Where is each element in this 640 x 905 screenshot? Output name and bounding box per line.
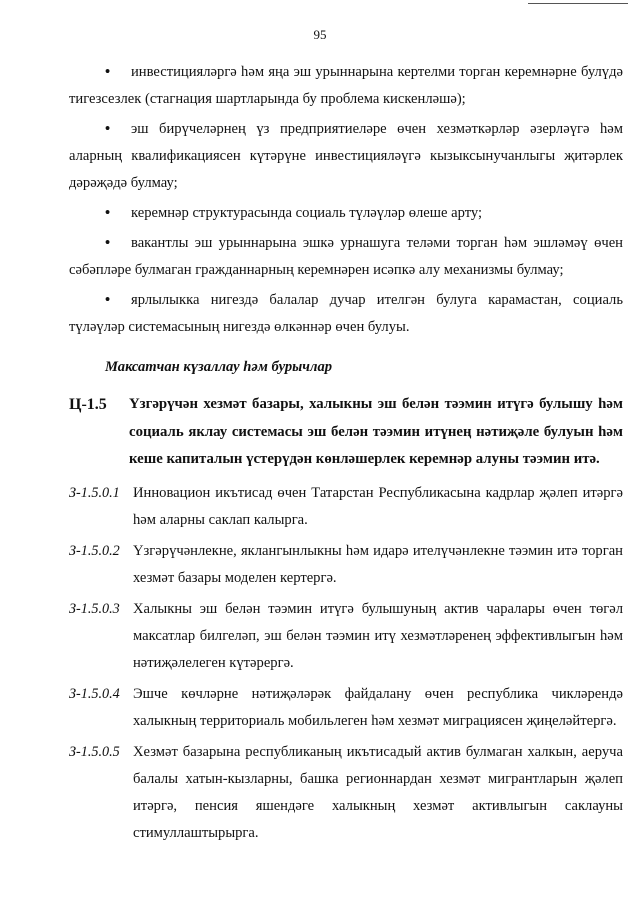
- task-item: [69, 681, 623, 735]
- task-text: Эшче көчләрне нәтиҗәләрәк файдалану өчен республика чикләрендә халыкның территориаль мобильлеген һәм хезмәт миграциясен җиңеләйтергә.: [133, 685, 623, 729]
- bullet-icon: •: [105, 205, 111, 221]
- document-body: [69, 59, 623, 851]
- task-item: [69, 538, 623, 592]
- bullet-icon: •: [105, 64, 111, 80]
- goal-code: Ц-1.5: [69, 396, 107, 413]
- task-item: [69, 480, 623, 534]
- bullet-item: [69, 59, 623, 113]
- bullet-item: [69, 230, 623, 284]
- page-number: 95: [313, 27, 327, 42]
- bullet-text: керемнәр структурасында социаль түләүләр өлеше арту;: [131, 205, 483, 221]
- section-heading: Максатчан күзаллау һәм бурычлар: [105, 359, 333, 375]
- task-code: З-1.5.0.2: [69, 542, 120, 559]
- bullet-icon: •: [105, 235, 111, 251]
- bullet-item: [69, 287, 623, 341]
- bullet-item: [69, 200, 623, 227]
- task-list: [69, 480, 623, 847]
- bullet-item: [69, 116, 623, 197]
- task-item: [69, 596, 623, 677]
- task-text: Хезмәт базарына республиканың икътисадый актив булмаган халкын, аеруча балалы хатын-кызларны, башка регионнардан хезмәт мигрантларын җәлеп итәргә, пенсия яшендәге халыкның хезмәт активлыгын саклауны стимуллаштырырга.: [133, 743, 623, 841]
- task-code: З-1.5.0.1: [69, 484, 120, 501]
- bullet-list: [69, 59, 623, 341]
- task-code: З-1.5.0.5: [69, 743, 120, 760]
- goal-text: Үзгәрүчән хезмәт базары, халыкны эш белән тәэмин итүгә булышу һәм социаль яклау системасы эш белән тәэмин итүнең нәтиҗәле булуын һәм кеше капиталын үстерүдән көнләшерлек керемнәр алуны тәэмин итә.: [129, 396, 623, 467]
- bullet-text: ярлылыкка нигездә балалар дучар ителгән булуга карамастан, социаль түләүләр системасының нигездә өлкәннәр өчен булуы.: [69, 292, 623, 335]
- bullet-text: инвестицияләргә һәм яңа эш урыннарына кертелми торган керемнәрне булүдә тигезсезлек (стагнация шартларында бу проблема кискенләшә);: [69, 64, 623, 107]
- task-text: Инновацион икътисад өчен Татарстан Республикасына кадрлар җәлеп итәргә һәм аларны саклап калырга.: [133, 484, 623, 528]
- bullet-icon: •: [105, 121, 111, 137]
- task-text: Халыкны эш белән тәэмин итүгә булышуның актив чаралары өчен төгәл максатлар билгеләп, эш белән тәэмин итү хезмәтләренең эффективлыгын һәм нәтиҗәлелеген күтәрергә.: [133, 600, 623, 671]
- top-rule: [528, 3, 628, 4]
- task-item: [69, 739, 623, 847]
- goal-block: [69, 391, 623, 474]
- bullet-icon: •: [105, 292, 111, 308]
- bullet-text: эш бирүчеләрнең үз предприятиеләре өчен хезмәткәрләр әзерләүгә һәм аларның квалификациясен күтәрүне инвестицияләүгә кызыксынучанлыгы җитәрлек дәрәҗәдә булмау;: [69, 121, 623, 191]
- task-code: З-1.5.0.4: [69, 685, 120, 702]
- task-code: З-1.5.0.3: [69, 600, 120, 617]
- bullet-text: вакантлы эш урыннарына эшкә урнашуга теләми торган һәм эшләмәү өчен сәбәпләре булмаган гражданнарның керемнәрен исәпкә алу механизмы булмау;: [69, 235, 623, 278]
- task-text: Үзгәрүчәнлекне, яклангынлыкны һәм идарә ителүчәнлекне тәэмин итә торган хезмәт базары моделен кертергә.: [133, 542, 623, 586]
